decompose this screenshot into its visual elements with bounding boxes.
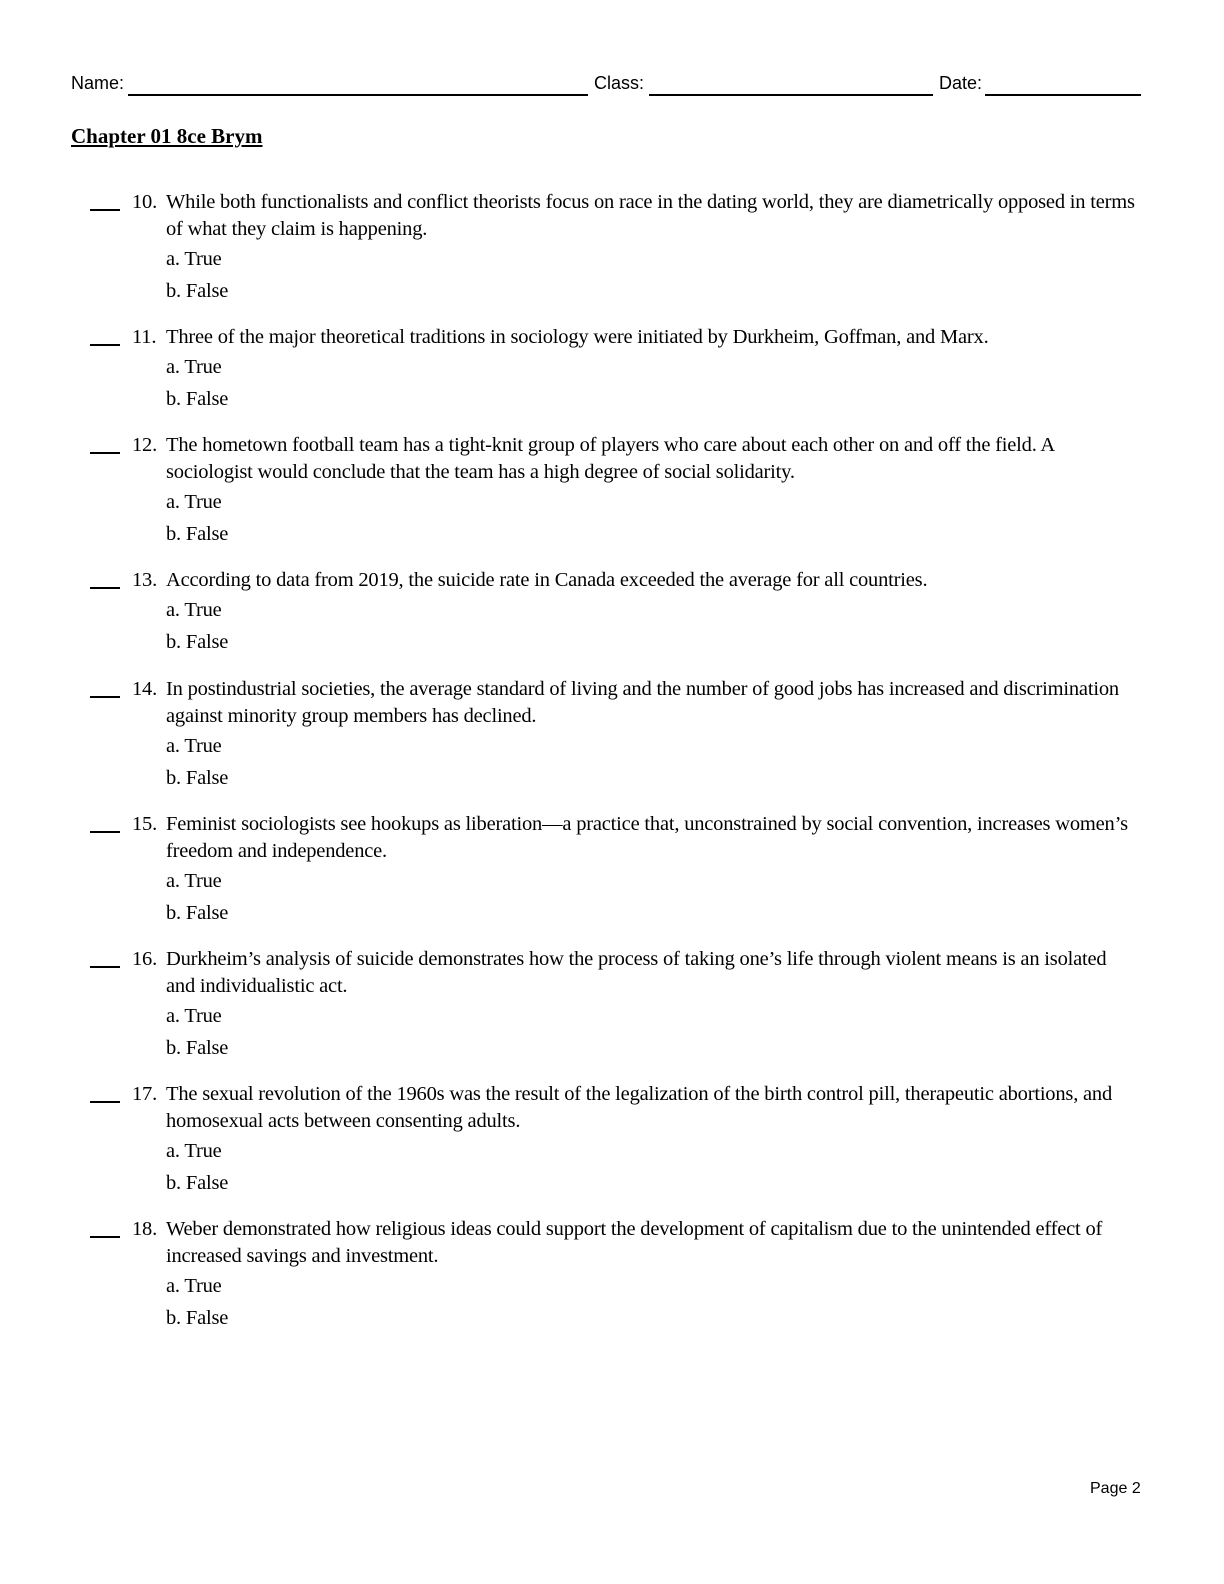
answer-blank[interactable] <box>90 1101 120 1103</box>
answer-blank[interactable] <box>90 696 120 698</box>
question-number: 15. <box>132 813 158 835</box>
option-true: a. True <box>166 356 222 378</box>
question-text: Durkheim’s analysis of suicide demonstrates how the process of taking one’s life through violent means is an isolated and individualistic act. <box>166 948 1107 997</box>
answer-blank[interactable] <box>90 452 120 454</box>
option-false: b. False <box>166 902 229 924</box>
option-false: b. False <box>166 767 229 789</box>
option-true: a. True <box>166 599 222 621</box>
option-false: b. False <box>166 1307 229 1329</box>
question-text: Three of the major theoretical traditions in sociology were initiated by Durkheim, Goffman, and Marx. <box>166 326 989 348</box>
option-true: a. True <box>166 735 222 757</box>
question-text: According to data from 2019, the suicide rate in Canada exceeded the average for all countries. <box>166 569 928 591</box>
question-number: 18. <box>132 1218 158 1240</box>
option-true: a. True <box>166 1275 222 1297</box>
question-text: In postindustrial societies, the average standard of living and the number of good jobs has increased and discrimination against minority group members has declined. <box>166 678 1119 727</box>
question-number: 10. <box>132 191 158 213</box>
option-false: b. False <box>166 1172 229 1194</box>
question-text: Feminist sociologists see hookups as liberation—a practice that, unconstrained by social convention, increases women’s freedom and independence. <box>166 813 1128 862</box>
answer-blank[interactable] <box>90 209 120 211</box>
option-false: b. False <box>166 1037 229 1059</box>
answer-blank[interactable] <box>90 966 120 968</box>
option-true: a. True <box>166 1140 222 1162</box>
class-label: Class: <box>594 73 645 93</box>
date-field[interactable] <box>985 94 1141 96</box>
option-true: a. True <box>166 870 222 892</box>
name-label: Name: <box>71 73 125 93</box>
option-false: b. False <box>166 280 229 302</box>
option-false: b. False <box>166 388 229 410</box>
answer-blank[interactable] <box>90 344 120 346</box>
question-number: 11. <box>132 326 157 348</box>
option-true: a. True <box>166 491 222 513</box>
option-false: b. False <box>166 523 229 545</box>
question-text: The sexual revolution of the 1960s was the result of the legalization of the birth control pill, therapeutic abortions, and homosexual acts between consenting adults. <box>166 1083 1113 1132</box>
question-number: 17. <box>132 1083 158 1105</box>
page-title: Chapter 01 8ce Brym <box>71 124 263 148</box>
answer-blank[interactable] <box>90 831 120 833</box>
option-true: a. True <box>166 1005 222 1027</box>
question-text: Weber demonstrated how religious ideas could support the development of capitalism due to the unintended effect of increased savings and investment. <box>166 1218 1103 1267</box>
question-text: The hometown football team has a tight-knit group of players who care about each other on and off the field. A sociologist would conclude that the team has a high degree of social solidarity. <box>166 434 1054 483</box>
question-text: While both functionalists and conflict theorists focus on race in the dating world, they are diametrically opposed in terms of what they claim is happening. <box>166 191 1135 240</box>
name-field[interactable] <box>128 94 588 96</box>
answer-blank[interactable] <box>90 1236 120 1238</box>
option-false: b. False <box>166 631 229 653</box>
class-field[interactable] <box>649 94 933 96</box>
question-number: 13. <box>132 569 158 591</box>
question-number: 14. <box>132 678 158 700</box>
student-info-header <box>71 71 1141 99</box>
date-label: Date: <box>939 73 983 93</box>
option-true: a. True <box>166 248 222 270</box>
page-number: Page 2 <box>1090 1480 1141 1497</box>
question-number: 16. <box>132 948 158 970</box>
question-number: 12. <box>132 434 158 456</box>
answer-blank[interactable] <box>90 587 120 589</box>
